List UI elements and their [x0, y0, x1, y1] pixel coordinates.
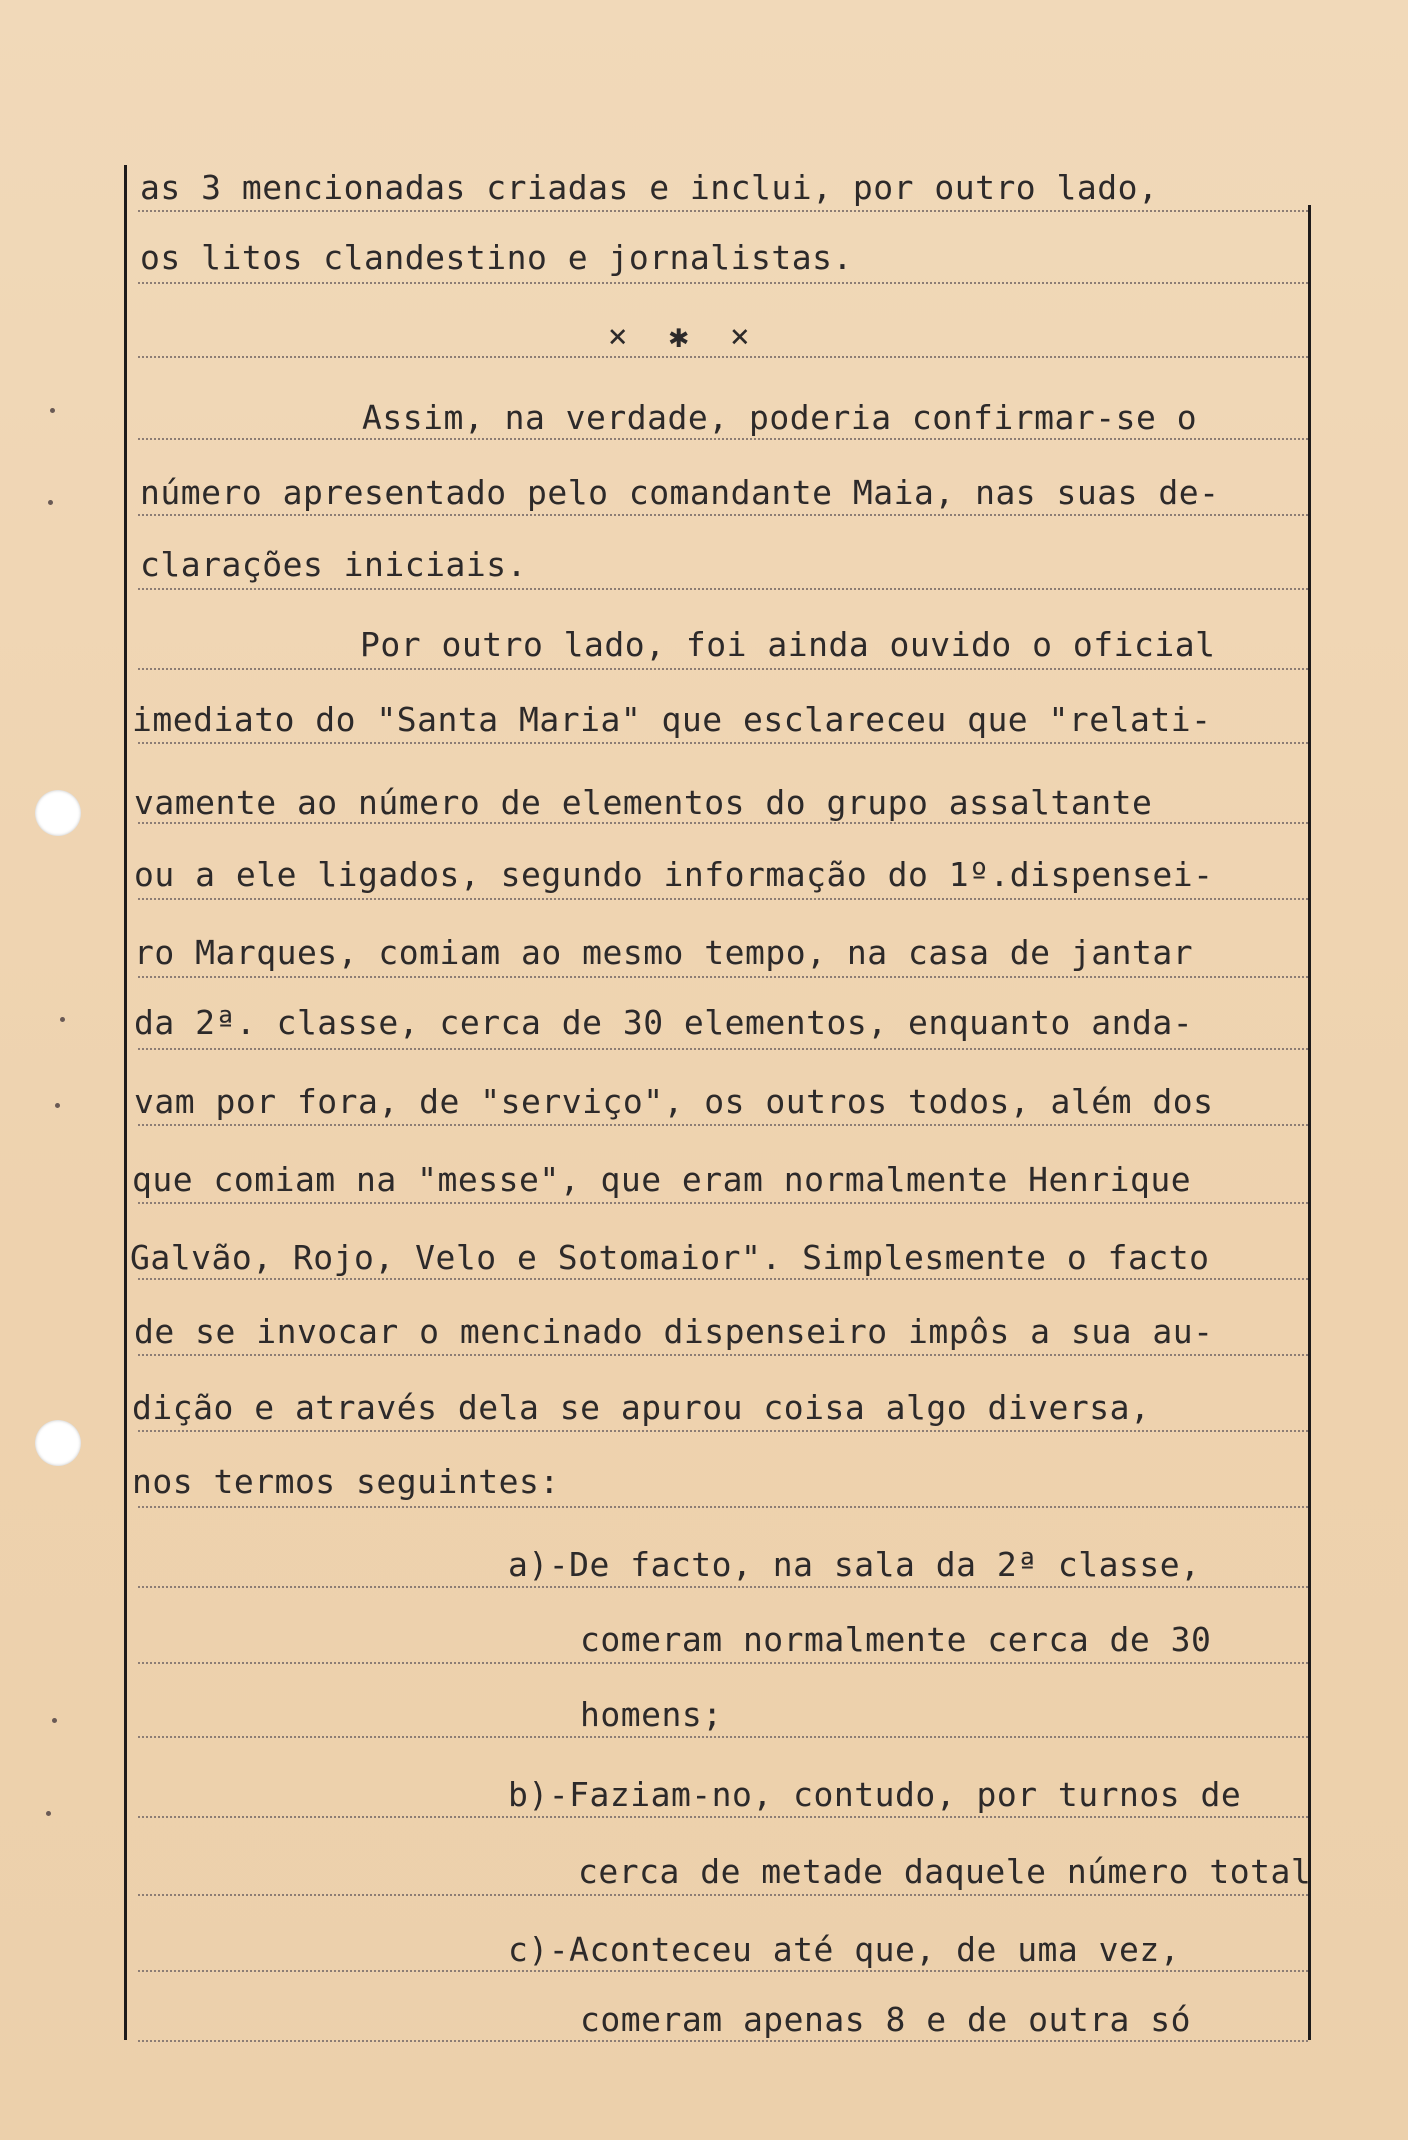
text-line: nos termos seguintes:: [132, 1462, 560, 1501]
text-line: que comiam na "messe", que eram normalmente Henrique: [132, 1160, 1192, 1199]
list-item-a: a)-De facto, na sala da 2ª classe,: [508, 1545, 1201, 1584]
text-line: de se invocar o mencinado dispenseiro impôs a sua au-: [134, 1312, 1214, 1351]
list-item-c: c)-Aconteceu até que, de uma vez,: [508, 1930, 1181, 1969]
section-separator: × ✱ ×: [607, 316, 751, 355]
right-margin-rule: [1308, 205, 1311, 2040]
punch-hole-top: [35, 790, 81, 836]
text-line: Por outro lado, foi ainda ouvido o oficial: [360, 625, 1216, 664]
left-margin-rule: [124, 165, 127, 2040]
list-item-a-cont: homens;: [580, 1695, 723, 1734]
list-item-a-cont: comeram normalmente cerca de 30: [580, 1620, 1212, 1659]
text-line: Galvão, Rojo, Velo e Sotomaior". Simplesmente o facto: [130, 1238, 1210, 1277]
list-item-b-cont: cerca de metade daquele número total: [578, 1852, 1312, 1891]
text-line: os litos clandestino e jornalistas.: [140, 238, 853, 277]
text-line: clarações iniciais.: [140, 545, 527, 584]
list-item-b: b)-Faziam-no, contudo, por turnos de: [508, 1775, 1242, 1814]
margin-mark: [50, 408, 55, 413]
margin-mark: [52, 1718, 57, 1723]
text-line: número apresentado pelo comandante Maia, nas suas de-: [140, 473, 1220, 512]
text-line: ro Marques, comiam ao mesmo tempo, na casa de jantar: [134, 933, 1194, 972]
margin-mark: [46, 1811, 51, 1816]
text-line: as 3 mencionadas criadas e inclui, por outro lado,: [140, 168, 1159, 207]
text-line: da 2ª. classe, cerca de 30 elementos, enquanto anda-: [134, 1003, 1194, 1042]
margin-mark: [55, 1103, 60, 1108]
text-line: ou a ele ligados, segundo informação do 1º.dispensei-: [134, 855, 1214, 894]
list-item-c-cont: comeram apenas 8 e de outra só: [580, 2000, 1192, 2039]
text-line: imediato do "Santa Maria" que esclareceu que "relati-: [132, 700, 1212, 739]
margin-mark: [60, 1017, 65, 1022]
margin-mark: [48, 500, 53, 505]
text-line: vamente ao número de elementos do grupo assaltante: [134, 783, 1153, 822]
text-line: vam por fora, de "serviço", os outros todos, além dos: [134, 1082, 1214, 1121]
text-line: dição e através dela se apurou coisa algo diversa,: [132, 1388, 1151, 1427]
text-line: Assim, na verdade, poderia confirmar-se o: [362, 398, 1198, 437]
punch-hole-bottom: [35, 1420, 81, 1466]
